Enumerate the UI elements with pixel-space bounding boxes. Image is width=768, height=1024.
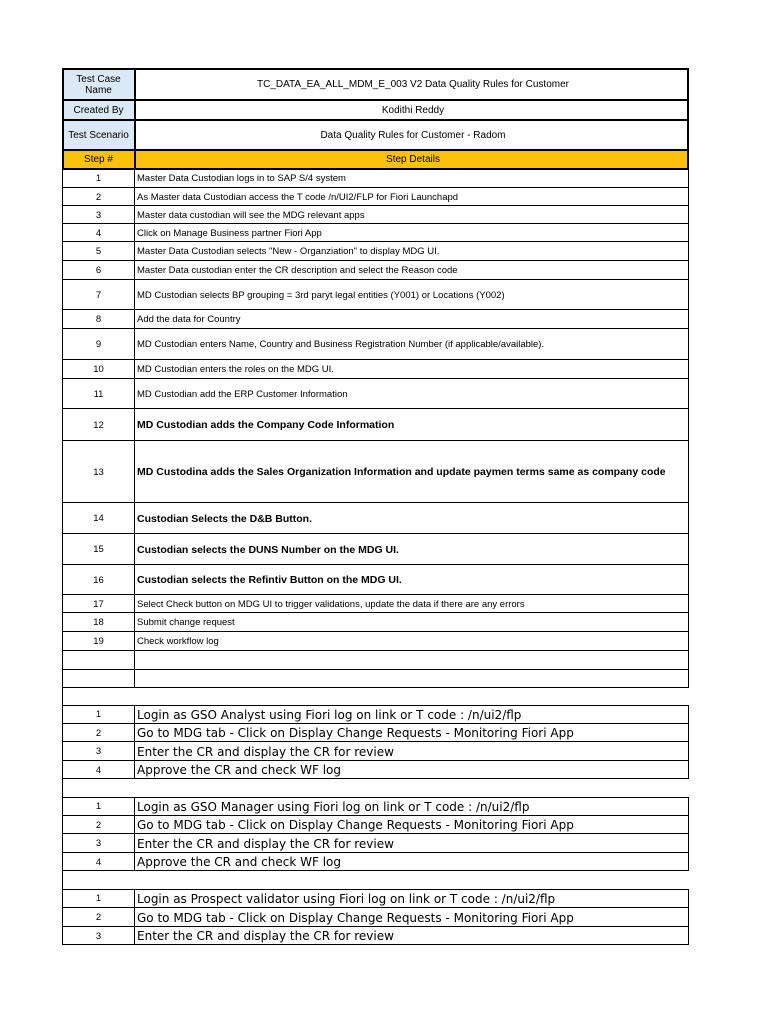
grid-line (62, 650, 689, 651)
grid-line (62, 612, 689, 613)
grid-line (688, 169, 689, 688)
grid-line (62, 328, 689, 329)
grid-line (62, 687, 689, 688)
test-case-name-value: TC_DATA_EA_ALL_MDM_E_003 V2 Data Quality Rules for Customer (257, 79, 569, 90)
step-number: 7 (95, 289, 102, 301)
grid-line (62, 631, 689, 632)
grid-line (62, 149, 689, 151)
test-scenario-value: Data Quality Rules for Customer - Radom (320, 129, 506, 141)
table-row (62, 908, 689, 927)
grid-line (62, 778, 63, 797)
step-number: 9 (95, 339, 102, 350)
table-row (62, 242, 689, 261)
step-details: Select Check button on MDG UI to trigger validations, update the data if there are any errors (137, 598, 525, 610)
grid-line (62, 889, 689, 890)
test-case-name-label: Test Case Name (62, 69, 135, 100)
step-details: MD Custodian selects BP grouping = 3rd paryt legal entities (Y001) or Locations (Y002) (137, 289, 505, 301)
table-row (62, 224, 689, 242)
step-number: 10 (93, 364, 104, 375)
step-number: 12 (93, 419, 104, 431)
grid-line (62, 870, 63, 889)
step-details: Master Data Custodian selects "New - Organziation" to display MDG UI. (137, 246, 440, 257)
grid-line (62, 68, 689, 70)
grid-line (62, 502, 689, 503)
table-row (62, 280, 689, 310)
grid-line (62, 870, 689, 871)
grid-line (62, 260, 689, 261)
step-details: Login as Prospect validator using Fiori log on link or T code : /n/ui2/flp (137, 891, 556, 906)
step-details: Login as GSO Manager using Fiori log on link or T code : /n/ui2/flp (137, 799, 530, 814)
table-row (62, 565, 689, 595)
grid-line (62, 907, 689, 908)
step-details: MD Custodina adds the Sales Organization Information and update paymen terms same as company code (137, 466, 666, 478)
step-details: Approve the CR and check WF log (137, 763, 342, 777)
table-row (62, 853, 689, 871)
step-number: 3 (95, 209, 102, 221)
grid-line (62, 797, 63, 871)
grid-line (62, 852, 689, 853)
step-number: 19 (93, 636, 104, 647)
step-details: Go to MDG tab - Click on Display Change Requests - Monitoring Fiori App (137, 726, 574, 740)
step-details: Master Data Custodian logs in to SAP S/4 system (137, 173, 346, 184)
table-row (62, 889, 689, 908)
grid-line (134, 797, 135, 871)
grid-line (62, 68, 64, 170)
step-details: Approve the CR and check WF log (137, 855, 342, 869)
step-details: Click on Manage Business partner Fiori App (137, 227, 322, 239)
table-row (62, 329, 689, 360)
table-row (62, 613, 689, 632)
grid-line (688, 797, 689, 871)
table-row (62, 261, 689, 280)
created-by-row (62, 100, 689, 120)
test-case-name-row (62, 69, 689, 100)
grid-line (62, 889, 63, 945)
step-details: Enter the CR and display the CR for review (137, 744, 394, 759)
step-details: Custodian selects the Refintiv Button on the MDG UI. (137, 574, 402, 586)
test-scenario-row (62, 120, 689, 150)
step-number: 11 (93, 388, 104, 400)
grid-line (62, 168, 689, 170)
step-details: Master Data custodian enter the CR description and select the Reason code (137, 265, 458, 276)
table-row (62, 188, 689, 206)
grid-line (62, 119, 689, 121)
step-number: 18 (93, 617, 104, 628)
grid-line (688, 705, 689, 779)
step-details: MD Custodian add the ERP Customer Information (137, 388, 348, 400)
step-number: 5 (95, 246, 102, 257)
grid-line (62, 564, 689, 565)
grid-line (62, 241, 689, 242)
grid-line (62, 533, 689, 534)
grid-line (62, 944, 689, 945)
step-details: MD Custodian enters the roles on the MDG UI. (137, 364, 334, 375)
grid-line (62, 309, 689, 310)
grid-line (62, 926, 689, 927)
step-number: 4 (95, 764, 102, 776)
grid-line (62, 279, 689, 280)
table-row (62, 534, 689, 565)
step-number: 1 (95, 709, 102, 720)
step-number: 15 (93, 544, 104, 555)
table-row (62, 441, 689, 503)
grid-line (62, 99, 689, 101)
table-row (62, 360, 689, 379)
step-details: Enter the CR and display the CR for review (137, 929, 394, 943)
step-number: 4 (95, 227, 102, 239)
grid-line (62, 205, 689, 206)
step-number: 1 (95, 801, 102, 812)
table-row (62, 724, 689, 742)
step-details: Submit change request (137, 617, 235, 628)
step-details: Login as GSO Analyst using Fiori log on link or T code : /n/ui2/flp (137, 707, 522, 722)
grid-line (688, 889, 689, 945)
grid-line (134, 889, 135, 945)
test-scenario-label: Test Scenario (62, 120, 135, 150)
step-details: Go to MDG tab - Click on Display Change Requests - Monitoring Fiori App (137, 818, 574, 832)
step-number: 14 (93, 513, 104, 524)
step-details: MD Custodian enters Name, Country and Business Registration Number (if applicable/available). (137, 339, 545, 350)
step-number: 2 (95, 727, 102, 739)
step-number: 8 (95, 314, 102, 325)
grid-line (62, 760, 689, 761)
grid-line (62, 378, 689, 379)
step-details: Enter the CR and display the CR for review (137, 836, 394, 851)
grid-line (134, 68, 136, 170)
step-number: 2 (95, 191, 102, 203)
step-number: 4 (95, 856, 102, 868)
step-number: 6 (95, 265, 102, 276)
step-number: 3 (95, 930, 102, 942)
step-number: 3 (95, 838, 102, 849)
step-number: 3 (95, 746, 102, 757)
table-row (62, 169, 689, 188)
column-header-row (62, 150, 689, 169)
step-number: 2 (95, 912, 102, 923)
grid-line (62, 741, 689, 742)
step-number-header: Step # (84, 154, 113, 165)
grid-line (62, 669, 689, 670)
step-number: 2 (95, 819, 102, 831)
grid-line (62, 705, 689, 706)
table-row (62, 379, 689, 409)
step-number: 13 (93, 466, 104, 478)
grid-line (134, 169, 135, 688)
step-details: Master data custodian will see the MDG relevant apps (137, 209, 365, 221)
step-number: 1 (95, 893, 102, 904)
grid-line (687, 68, 689, 170)
grid-line (62, 833, 689, 834)
step-details: As Master data Custodian access the T code /n/UI2/FLP for Fiori Launchapd (137, 191, 459, 203)
created-by-value: Kodithi Reddy (381, 104, 445, 116)
table-row (62, 705, 689, 724)
step-number: 1 (95, 173, 102, 184)
grid-line (62, 169, 63, 688)
grid-line (62, 408, 689, 409)
grid-line (62, 440, 689, 441)
table-row (62, 761, 689, 779)
table-row (62, 310, 689, 329)
table-row (62, 834, 689, 853)
table-row (62, 797, 689, 816)
table-row (62, 595, 689, 613)
table-row (62, 742, 689, 761)
step-details: Go to MDG tab - Click on Display Change Requests - Monitoring Fiori App (137, 910, 574, 925)
table-row (62, 206, 689, 224)
step-details: Custodian selects the DUNS Number on the MDG UI. (137, 543, 399, 556)
grid-line (62, 797, 689, 798)
table-row (62, 927, 689, 945)
step-details: Check workflow log (137, 636, 219, 647)
step-number: 17 (93, 598, 104, 610)
grid-line (62, 223, 689, 224)
table-row (62, 503, 689, 534)
grid-line (62, 723, 689, 724)
grid-line (62, 705, 63, 779)
grid-line (62, 594, 689, 595)
grid-line (62, 815, 689, 816)
grid-line (62, 778, 689, 779)
grid-line (62, 687, 63, 706)
table-row (62, 816, 689, 834)
step-details: Add the data for Country (137, 314, 241, 325)
table-row (62, 409, 689, 441)
grid-line (134, 705, 135, 779)
created-by-label: Created By (62, 100, 135, 120)
step-details: Custodian Selects the D&B Button. (137, 512, 313, 525)
step-details: MD Custodian adds the Company Code Information (137, 419, 395, 431)
grid-line (62, 187, 689, 188)
step-number: 16 (93, 574, 104, 586)
step-details-header: Step Details (386, 154, 440, 165)
table-row (62, 632, 689, 651)
grid-line (62, 359, 689, 360)
